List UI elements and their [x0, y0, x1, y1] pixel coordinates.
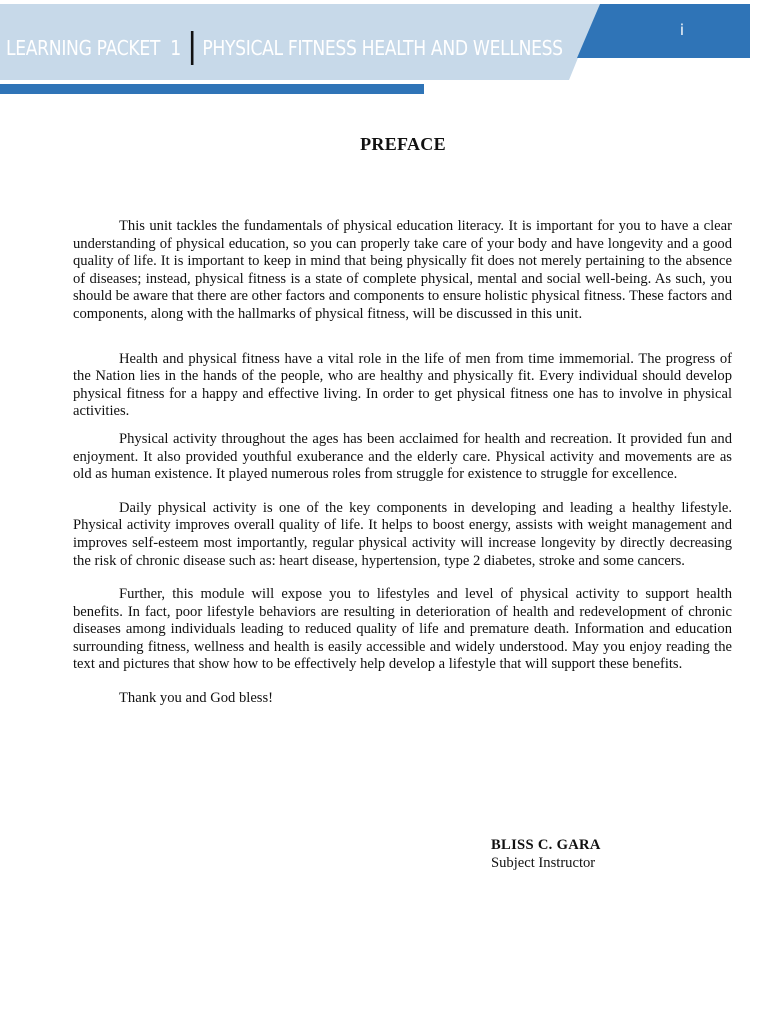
closing-line: Thank you and God bless! — [119, 690, 274, 707]
paragraph: Daily physical activity is one of the key components in developing and leading a healthy lifestyle. Physical activity improves overall quality of life. It helps to boost energy, assists with weight management and improves self-esteem most importantly, regular physical activity will increase longevity by directly decreasing the risk of chronic disease such as: heart disease, hypertension, type 2 diabetes, stroke and some cancers. — [73, 499, 732, 569]
header-underline-bar — [0, 84, 424, 94]
document-title: PREFACE — [360, 134, 446, 154]
header-dark-tab — [577, 4, 750, 58]
paragraph: This unit tackles the fundamentals of physical education literacy. It is important for you to have a clear understanding of physical education, so you can properly take care of your body and have longevity and a good quality of life. It is important to keep in mind that being physically fit does not merely pertaining to the absence of diseases; instead, physical fitness is a state of complete physical, mental and social well-being. As such, you should be aware that there are other factors and components to ensure holistic physical fitness. These factors and components, along with the hallmarks of physical fitness, will be discussed in this unit. — [73, 218, 732, 322]
paragraph: Physical activity throughout the ages has been acclaimed for health and recreation. It provided fun and enjoyment. It also provided youthful exuberance and the elderly care. Physical activity and movements are as old as human existence. It played numerous roles from struggle for existence to struggle for excellence. — [73, 430, 732, 483]
signatory-role: Subject Instructor — [491, 855, 596, 871]
paragraph: Health and physical fitness have a vital role in the life of men from time immemorial. The progress of the Nation lies in the hands of the people, who are healthy and physically fit. Every individual should develop physical fitness for a happy and effective living. In order to get physical fitness one has to involve in physical activities. — [73, 350, 732, 420]
page-header — [0, 0, 768, 96]
packet-label: LEARNING PACKET 1 — [6, 36, 181, 60]
signature-block — [491, 836, 601, 872]
preface-body — [73, 218, 732, 708]
header-separator — [191, 31, 194, 65]
paragraph: Further, this module will expose you to lifestyles and level of physical activity to support health benefits. In fact, poor lifestyle behaviors are resulting in deterioration of health and redevelopment of chronic diseases among individuals leading to reduced quality of life and premature death. Information and education surrounding fitness, wellness and health is easily accessible and widely understood. May you enjoy reading the text and pictures that show how to be effectively help develop a lifestyle that will support these benefits. — [73, 586, 732, 673]
page-number: i — [679, 21, 685, 39]
module-title: PHYSICAL FITNESS HEALTH AND WELLNESS — [202, 36, 563, 60]
header-title — [6, 32, 563, 64]
signatory-name: BLISS C. GARA — [491, 837, 601, 853]
